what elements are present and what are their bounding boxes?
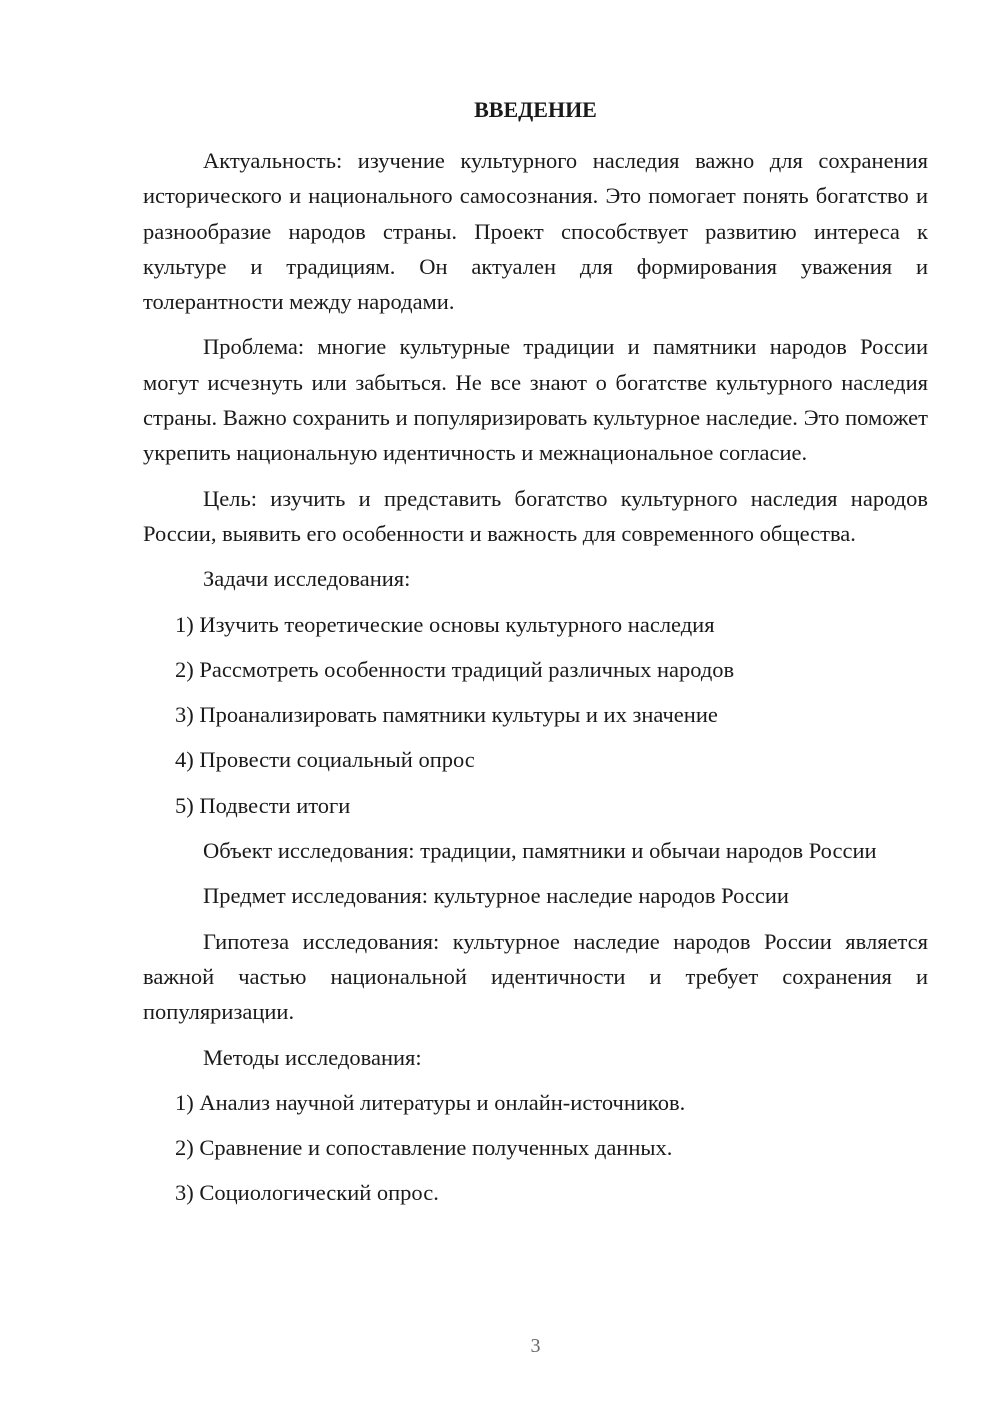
- task-item: 4) Провести социальный опрос: [175, 747, 475, 773]
- task-item: 5) Подвести итоги: [175, 792, 351, 818]
- document-page: [143, 0, 928, 1414]
- page-number: 3: [530, 1335, 541, 1357]
- goal-paragraph: Цель: изучить и представить богатство культурного наследия народов России, выявить его особенности и важность для современного общества.: [143, 485, 928, 546]
- method-item: 1) Анализ научной литературы и онлайн-источников.: [175, 1089, 686, 1115]
- document-body: [143, 143, 928, 1221]
- tasks-heading: Задачи исследования:: [203, 566, 411, 592]
- task-item: 1) Изучить теоретические основы культурного наследия: [175, 611, 715, 637]
- method-item: 2) Сравнение и сопоставление полученных данных.: [175, 1135, 673, 1161]
- problem-paragraph: Проблема: многие культурные традиции и памятники народов России могут исчезнуть или забыться. Не все знают о богатстве культурного наследия страны. Важно сохранить и популяризировать культурное наследие. Это поможет укрепить национальную идентичность и межнациональное согласие.: [143, 334, 928, 466]
- relevance-paragraph: Актуальность: изучение культурного наследия важно для сохранения исторического и национального самосознания. Это помогает понять богатство и разнообразие народов страны. Проект способствует развитию интереса к культуре и традициям. Он актуален для формирования уважения и толерантности между народами.: [143, 148, 928, 315]
- methods-heading: Методы исследования:: [203, 1044, 422, 1070]
- task-item: 2) Рассмотреть особенности традиций различных народов: [175, 656, 735, 682]
- section-title: ВВЕДЕНИЕ: [474, 97, 597, 122]
- task-item: 3) Проанализировать памятники культуры и их значение: [175, 702, 718, 728]
- hypothesis-paragraph: Гипотеза исследования: культурное наследие народов России является важной частью национальной идентичности и требует сохранения и популяризации.: [143, 928, 928, 1025]
- object-paragraph: Объект исследования: традиции, памятники и обычаи народов России: [203, 838, 877, 864]
- subject-paragraph: Предмет исследования: культурное наследие народов России: [203, 883, 789, 909]
- method-item: 3) Социологический опрос.: [175, 1180, 439, 1206]
